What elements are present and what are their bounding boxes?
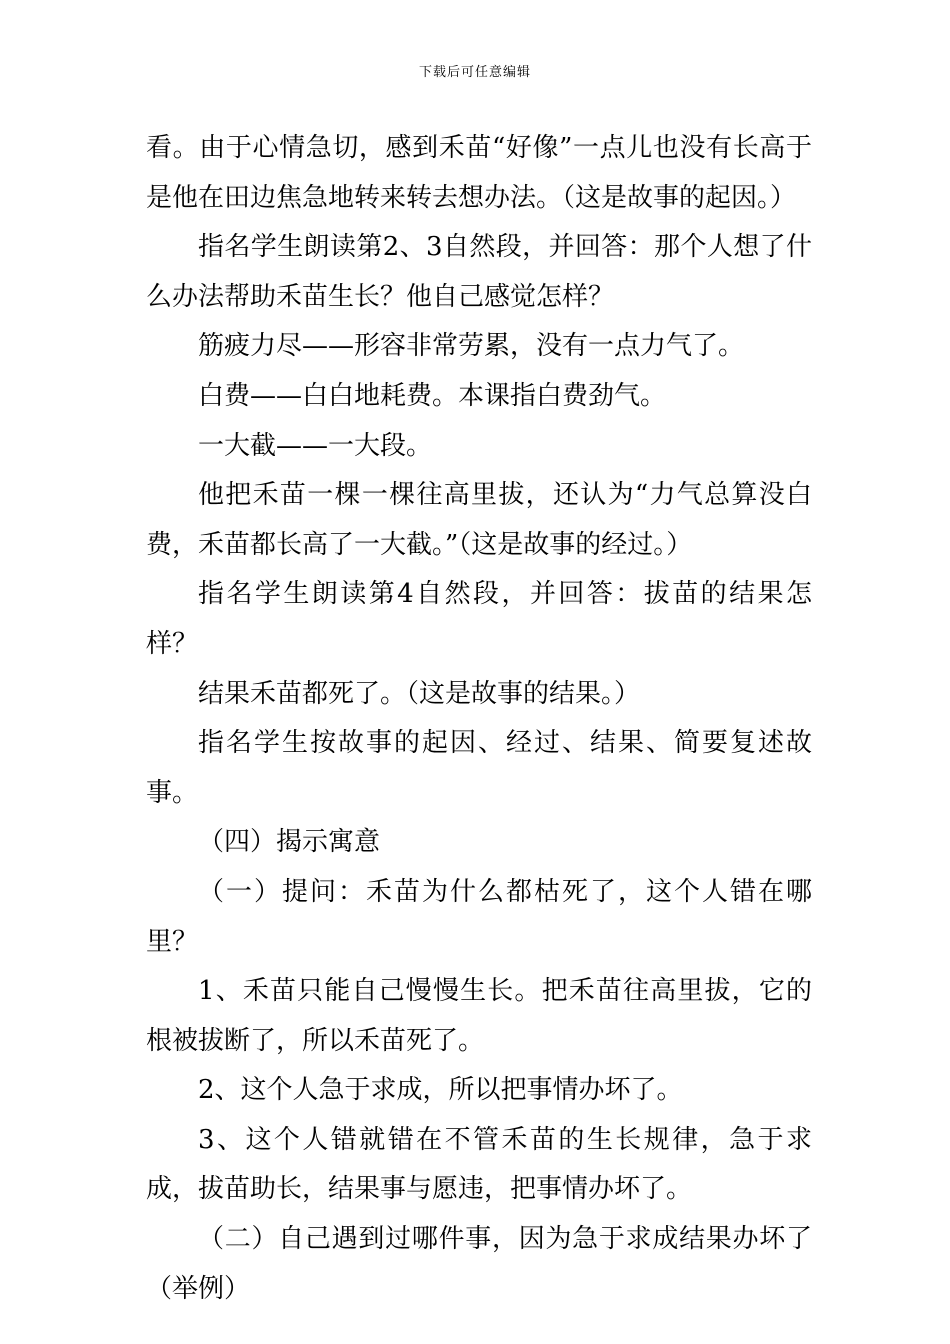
paragraph-vocab-exhausted: 筋疲力尽——形容非常劳累，没有一点力气了。 [198,331,745,362]
page-header: 下载后可任意编辑 [418,65,531,80]
paragraph-question-2-3: 指名学生朗读第2、3自然段，并回答：那个人想了什么办法帮助禾苗生长？他自己感觉怎样？ [146,232,812,312]
paragraph-answer-2: 2、这个人急于求成，所以把事情办坏了。 [198,1075,683,1106]
paragraph-answer-3: 3、这个人错就错在不管禾苗的生长规律，急于求成，拔苗助长，结果事与愿违，把事情办坏了。 [146,1124,812,1205]
paragraph-vocab-wasted: 白费——白白地耗费。本课指白费劲气。 [198,380,667,411]
paragraph-result: 结果禾苗都死了。（这是故事的结果。） [198,678,641,709]
paragraph-question-4: 指名学生朗读第4自然段，并回答：拔苗的结果怎样？ [146,579,812,659]
paragraph-cause: 看。由于心情急切，感到禾苗“好像”一点儿也没有长高于是他在田边焦急地转来转去想办法。（这是故事的起因。） [146,133,812,213]
section-heading-moral: （四）揭示寓意 [198,827,381,858]
paragraph-answer-1: 1、禾苗只能自己慢慢生长。把禾苗往高里拔，它的根被拔断了，所以禾苗死了。 [146,976,812,1056]
paragraph-example: （二）自己遇到过哪件事，因为急于求成结果办坏了（举例） [146,1224,812,1304]
document-body [146,124,812,1314]
paragraph-process: 他把禾苗一棵一棵往高里拔，还认为“力气总算没白费，禾苗都长高了一大截。”（这是故事的经过。） [146,480,812,560]
paragraph-vocab-section: 一大截——一大段。 [198,430,433,461]
paragraph-question-why: （一）提问：禾苗为什么都枯死了，这个人错在哪里？ [146,876,812,957]
paragraph-retell: 指名学生按故事的起因、经过、结果、简要复述故事。 [146,728,812,808]
